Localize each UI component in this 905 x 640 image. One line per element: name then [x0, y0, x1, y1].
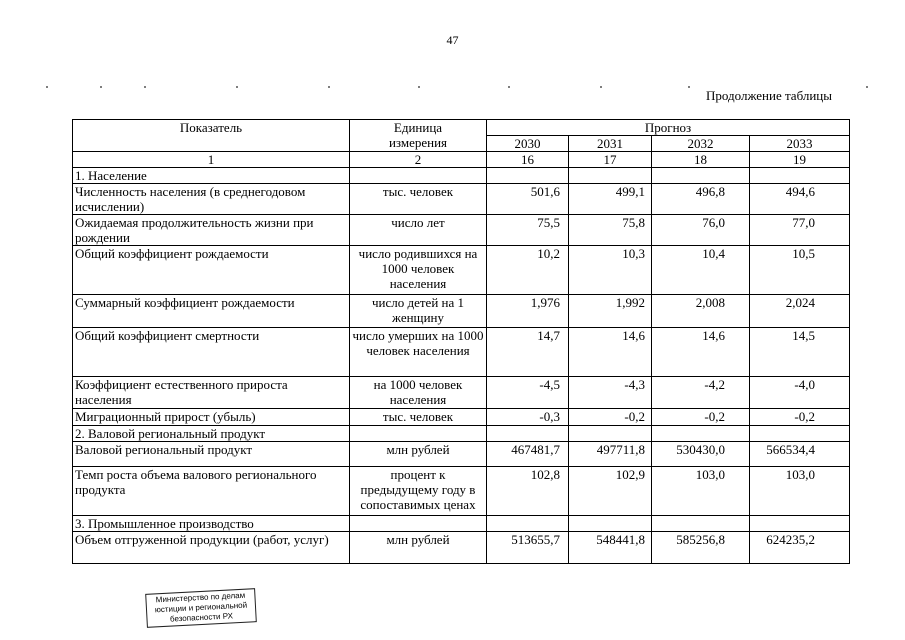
- value-cell: 501,6: [487, 184, 569, 215]
- section-header-row: [73, 168, 850, 184]
- empty-cell: [487, 168, 569, 184]
- unit-cell: на 1000 человек населения: [350, 377, 487, 409]
- value-cell: 566534,4: [750, 442, 850, 467]
- header-year: 2030: [487, 136, 569, 152]
- value-cell: 624235,2: [750, 532, 850, 564]
- value-cell: 75,8: [569, 215, 652, 246]
- value-cell: 103,0: [750, 467, 850, 516]
- empty-cell: [750, 516, 850, 532]
- value-cell: 14,7: [487, 328, 569, 377]
- stamp-line: юстиции и региональной: [154, 600, 248, 615]
- value-cell: 530430,0: [652, 442, 750, 467]
- unit-cell: процент к предыдущему году в сопоставимых ценах: [350, 467, 487, 516]
- table-row: [73, 467, 850, 516]
- indicator-name: Общий коэффициент смертности: [73, 328, 350, 377]
- empty-cell: [350, 168, 487, 184]
- value-cell: 14,6: [569, 328, 652, 377]
- unit-cell: млн рублей: [350, 532, 487, 564]
- section-title: 3. Промышленное производство: [73, 516, 350, 532]
- value-cell: -0,3: [487, 409, 569, 426]
- section-header-row: [73, 426, 850, 442]
- page-number: 47: [446, 33, 459, 47]
- column-number: 1: [73, 152, 350, 168]
- value-cell: 10,5: [750, 246, 850, 295]
- section-header-row: [73, 516, 850, 532]
- unit-cell: тыс. человек: [350, 409, 487, 426]
- table-row: [73, 377, 850, 409]
- column-number: 17: [569, 152, 652, 168]
- value-cell: -0,2: [652, 409, 750, 426]
- empty-cell: [569, 516, 652, 532]
- column-number: 19: [750, 152, 850, 168]
- indicator-name: Объем отгруженной продукции (работ, услуг): [73, 532, 350, 564]
- column-number: 2: [350, 152, 487, 168]
- value-cell: 496,8: [652, 184, 750, 215]
- value-cell: -0,2: [569, 409, 652, 426]
- unit-cell: число детей на 1 женщину: [350, 295, 487, 328]
- column-number: 18: [652, 152, 750, 168]
- indicator-name: Численность населения (в среднегодовом исчислении): [73, 184, 350, 215]
- value-cell: 497711,8: [569, 442, 652, 467]
- indicator-name: Общий коэффициент рождаемости: [73, 246, 350, 295]
- empty-cell: [750, 168, 850, 184]
- unit-cell: число лет: [350, 215, 487, 246]
- empty-cell: [487, 516, 569, 532]
- value-cell: 10,2: [487, 246, 569, 295]
- value-cell: 102,9: [569, 467, 652, 516]
- value-cell: 14,6: [652, 328, 750, 377]
- value-cell: 548441,8: [569, 532, 652, 564]
- value-cell: 75,5: [487, 215, 569, 246]
- stamp-line: Министерство по делам: [155, 590, 246, 605]
- value-cell: 499,1: [569, 184, 652, 215]
- value-cell: 102,8: [487, 467, 569, 516]
- indicator-name: Темп роста объема валового регионального продукта: [73, 467, 350, 516]
- empty-cell: [652, 168, 750, 184]
- indicator-name: Миграционный прирост (убыль): [73, 409, 350, 426]
- value-cell: 2,008: [652, 295, 750, 328]
- stamp-line: безопасности РХ: [169, 611, 234, 624]
- section-title: 1. Население: [73, 168, 350, 184]
- value-cell: 1,992: [569, 295, 652, 328]
- column-number: 16: [487, 152, 569, 168]
- empty-cell: [652, 516, 750, 532]
- empty-cell: [487, 426, 569, 442]
- value-cell: -4,3: [569, 377, 652, 409]
- indicator-name: Коэффициент естественного прироста населения: [73, 377, 350, 409]
- value-cell: -4,2: [652, 377, 750, 409]
- header-indicator: Показатель: [73, 120, 350, 152]
- value-cell: 585256,8: [652, 532, 750, 564]
- value-cell: -4,0: [750, 377, 850, 409]
- value-cell: 513655,7: [487, 532, 569, 564]
- unit-cell: тыс. человек: [350, 184, 487, 215]
- value-cell: 103,0: [652, 467, 750, 516]
- header-year: 2031: [569, 136, 652, 152]
- table-row: [73, 184, 850, 215]
- forecast-table: [72, 119, 850, 564]
- table-row: [73, 532, 850, 564]
- header-unit: Единица измерения: [350, 120, 487, 152]
- value-cell: 14,5: [750, 328, 850, 377]
- unit-cell: число умерших на 1000 человек населения: [350, 328, 487, 377]
- value-cell: 467481,7: [487, 442, 569, 467]
- table-row: [73, 328, 850, 377]
- value-cell: 10,3: [569, 246, 652, 295]
- ministry-stamp: [145, 588, 257, 628]
- table-row: [73, 409, 850, 426]
- value-cell: 77,0: [750, 215, 850, 246]
- column-number-row: [73, 152, 850, 168]
- value-cell: -4,5: [487, 377, 569, 409]
- table-row: [73, 295, 850, 328]
- header-year: 2032: [652, 136, 750, 152]
- value-cell: 76,0: [652, 215, 750, 246]
- table-header-row: [73, 120, 850, 136]
- indicator-name: Валовой региональный продукт: [73, 442, 350, 467]
- table-row: [73, 442, 850, 467]
- continuation-label: Продолжение таблицы: [706, 88, 832, 103]
- empty-cell: [350, 426, 487, 442]
- value-cell: 2,024: [750, 295, 850, 328]
- indicator-name: Суммарный коэффициент рождаемости: [73, 295, 350, 328]
- value-cell: -0,2: [750, 409, 850, 426]
- empty-cell: [750, 426, 850, 442]
- table-row: [73, 246, 850, 295]
- unit-cell: число родившихся на 1000 человек населения: [350, 246, 487, 295]
- empty-cell: [569, 426, 652, 442]
- empty-cell: [569, 168, 652, 184]
- empty-cell: [652, 426, 750, 442]
- value-cell: 1,976: [487, 295, 569, 328]
- header-forecast: Прогноз: [487, 120, 850, 136]
- indicator-name: Ожидаемая продолжительность жизни при рождении: [73, 215, 350, 246]
- empty-cell: [350, 516, 487, 532]
- table-row: [73, 215, 850, 246]
- section-title: 2. Валовой региональный продукт: [73, 426, 350, 442]
- header-year: 2033: [750, 136, 850, 152]
- value-cell: 494,6: [750, 184, 850, 215]
- unit-cell: млн рублей: [350, 442, 487, 467]
- value-cell: 10,4: [652, 246, 750, 295]
